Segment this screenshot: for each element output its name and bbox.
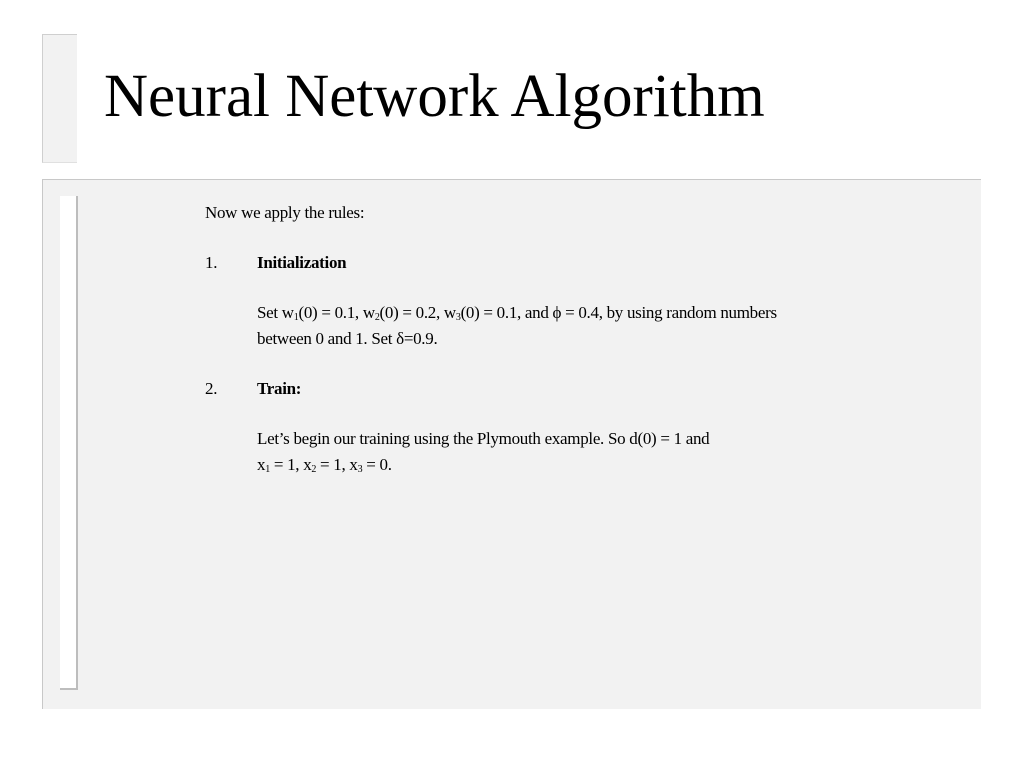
intro-text: Now we apply the rules:	[205, 203, 365, 222]
list-item-2-body	[205, 426, 905, 478]
title-frame-decoration	[42, 34, 77, 163]
content-panel	[42, 179, 981, 709]
list-item-2-header	[205, 376, 905, 402]
list-item-1-body	[205, 300, 905, 352]
list-heading: Initialization	[257, 253, 347, 272]
slide-title: Neural Network Algorithm	[104, 63, 765, 130]
list-number: 1.	[205, 253, 218, 272]
panel-bracket-decoration	[60, 196, 78, 690]
body-line: $x_1 = 1$, $x_2 = 1$, $x_3 = 0$.	[257, 455, 392, 475]
list-number: 2.	[205, 379, 218, 398]
slide-body	[205, 200, 905, 478]
body-line: Let’s begin our training using the Plymouth example. So d(0) = 1 and	[257, 429, 710, 448]
body-line: between 0 and 1. Set δ=0.9.	[257, 329, 438, 348]
list-item-1-header	[205, 250, 905, 276]
body-line: Set $w_1(0) = 0.1$, $w_2(0) = 0.2$, $w_3(0) = 0.1$, and ϕ = 0.4, by using random numbers	[257, 303, 777, 323]
list-heading: Train:	[257, 379, 302, 398]
